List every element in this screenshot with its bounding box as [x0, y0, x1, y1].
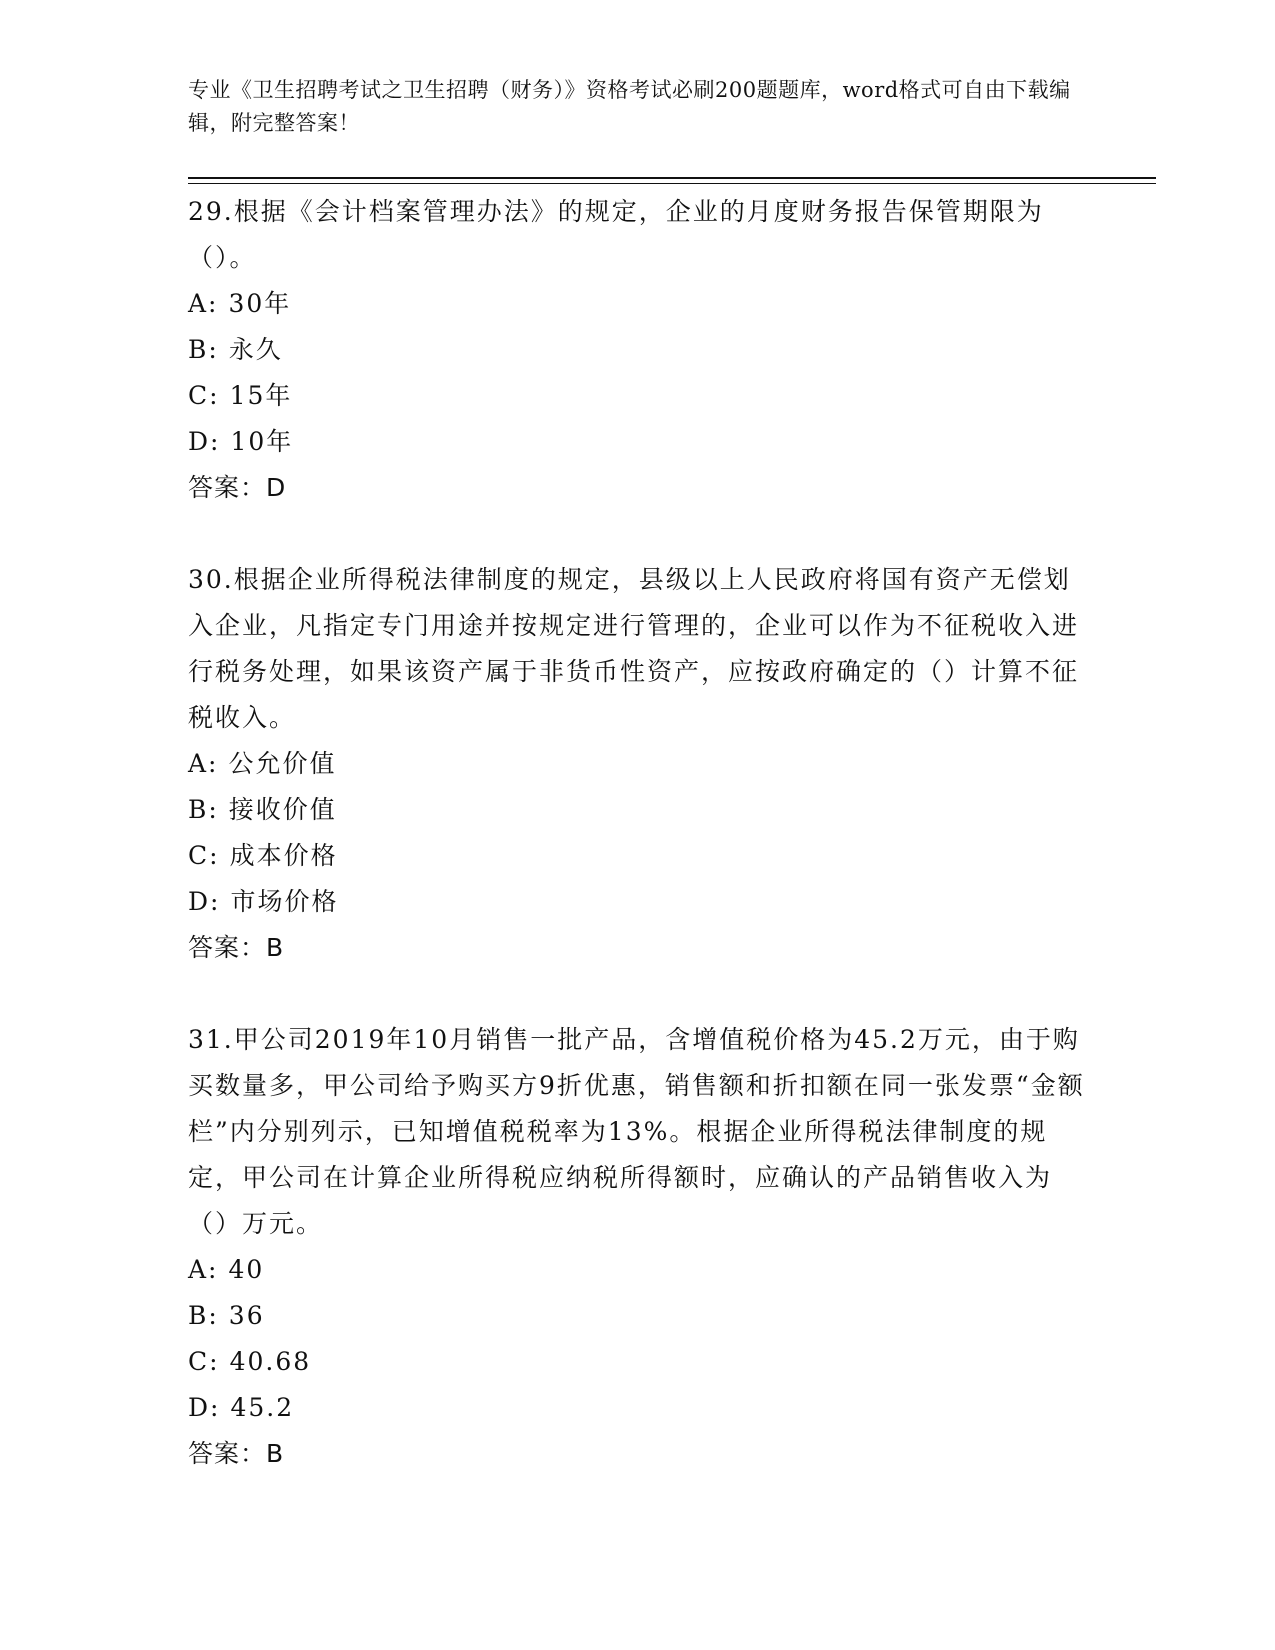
- header-divider-thick: [188, 177, 1156, 179]
- option-text: 公允价值: [228, 749, 337, 778]
- option-text: 45.2: [230, 1393, 295, 1422]
- option-letter: C:: [188, 1347, 220, 1376]
- option-c: [188, 373, 1088, 419]
- option-d: [188, 1385, 1088, 1431]
- answer-line: 答案：B: [188, 1439, 285, 1468]
- option-text: 40.68: [229, 1347, 312, 1376]
- document-header: 专业《卫生招聘考试之卫生招聘（财务）》资格考试必刷200题题库，word格式可自由下载编辑，附完整答案！: [188, 78, 1071, 135]
- header-divider-thin: [188, 183, 1156, 184]
- option-text: 成本价格: [229, 841, 338, 870]
- question-list: [188, 189, 1088, 1523]
- option-letter: A:: [188, 749, 219, 778]
- option-text: 30年: [228, 289, 292, 318]
- option-text: 10年: [230, 427, 294, 456]
- option-b: [188, 327, 1088, 373]
- option-letter: B:: [188, 795, 219, 824]
- option-text: 永久: [228, 335, 283, 364]
- option-a: [188, 1247, 1088, 1293]
- option-letter: D:: [188, 427, 221, 456]
- option-b: [188, 1293, 1088, 1339]
- option-letter: C:: [188, 381, 220, 410]
- option-letter: A:: [188, 1255, 219, 1284]
- option-a: [188, 281, 1088, 327]
- option-c: [188, 833, 1088, 879]
- option-a: [188, 741, 1088, 787]
- option-letter: A:: [188, 289, 219, 318]
- question-stem: 29.根据《会计档案管理办法》的规定，企业的月度财务报告保管期限为（）。: [188, 197, 1044, 272]
- question-31: [188, 1017, 1088, 1477]
- question-stem: 31.甲公司2019年10月销售一批产品，含增值税价格为45.2万元，由于购买数量多，甲公司给予购买方9折优惠，销售额和折扣额在同一张发票“金额栏”内分别列示，已知增值税税率为13%。根据企业所得税法律制度的规定，甲公司在计算企业所得税应纳税所得额时，应确认的产品销售收入为（）万元。: [188, 1025, 1085, 1238]
- question-stem: 30.根据企业所得税法律制度的规定，县级以上人民政府将国有资产无偿划入企业，凡指定专门用途并按规定进行管理的，企业可以作为不征税收入进行税务处理，如果该资产属于非货币性资产，应按政府确定的（）计算不征税收入。: [188, 565, 1080, 732]
- option-letter: D:: [188, 1393, 221, 1422]
- option-letter: C:: [188, 841, 220, 870]
- option-text: 接收价值: [228, 795, 337, 824]
- answer-line: 答案：B: [188, 933, 285, 962]
- option-text: 15年: [229, 381, 293, 410]
- option-letter: B:: [188, 1301, 219, 1330]
- option-d: [188, 419, 1088, 465]
- option-text: 36: [228, 1301, 265, 1330]
- option-letter: B:: [188, 335, 219, 364]
- question-30: [188, 557, 1088, 971]
- option-b: [188, 787, 1088, 833]
- option-letter: D:: [188, 887, 221, 916]
- answer-line: 答案：D: [188, 473, 287, 502]
- option-c: [188, 1339, 1088, 1385]
- question-29: [188, 189, 1088, 511]
- option-d: [188, 879, 1088, 925]
- option-text: 40: [228, 1255, 265, 1284]
- option-text: 市场价格: [230, 887, 339, 916]
